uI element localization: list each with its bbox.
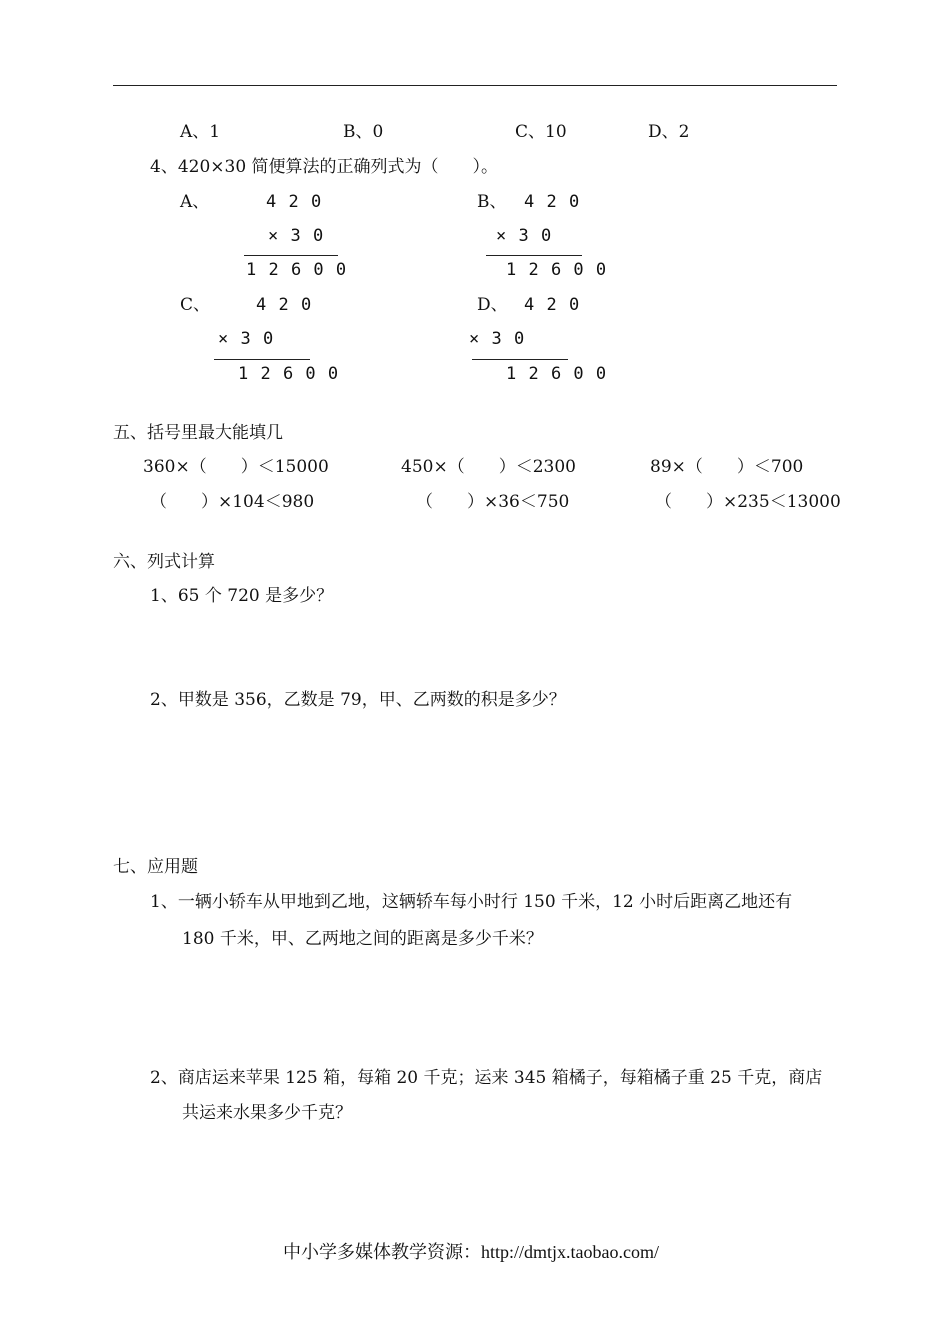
section6-title: 六、列式计算 xyxy=(113,552,215,572)
s5-item-5: （ ）×36＜750 xyxy=(416,492,570,512)
q3-option-a: A、1 xyxy=(180,122,221,142)
s5-item-4: （ ）×104＜980 xyxy=(150,492,315,512)
q4-d-product: 1 2 6 0 0 xyxy=(506,364,608,384)
q4-b-line xyxy=(486,255,582,256)
s5-item-1: 360×（ ）＜15000 xyxy=(143,457,329,477)
footer-text: 中小学多媒体教学资源：http://dmtjx.taobao.com/ xyxy=(283,1242,659,1262)
q3-option-c: C、10 xyxy=(515,122,567,142)
q4-c-line xyxy=(214,359,310,360)
q4-b-product: 1 2 6 0 0 xyxy=(506,260,608,280)
q4-d-line xyxy=(472,359,568,360)
q4-c-multiplier: × 3 0 xyxy=(218,329,275,349)
q4-d-multiplier: × 3 0 xyxy=(469,329,526,349)
q4-b-multiplicand: 4 2 0 xyxy=(524,192,581,212)
q4-a-label: A、 xyxy=(180,192,210,212)
q4-a-multiplicand: 4 2 0 xyxy=(266,192,323,212)
s6-q1: 1、65 个 720 是多少？ xyxy=(150,586,334,606)
q4-c-label: C、 xyxy=(180,295,211,315)
s7-q1-line1: 1、一辆小轿车从甲地到乙地，这辆轿车每小时行 150 千米，12 小时后距离乙地还有 xyxy=(150,892,793,912)
q4-c-multiplicand: 4 2 0 xyxy=(256,295,313,315)
q4-a-line xyxy=(244,255,338,256)
q4-a-product: 1 2 6 0 0 xyxy=(246,260,348,280)
s6-q2: 2、甲数是 356，乙数是 79，甲、乙两数的积是多少？ xyxy=(150,690,566,710)
q4-d-multiplicand: 4 2 0 xyxy=(524,295,581,315)
s7-q2-line2: 共运来水果多少千克？ xyxy=(182,1103,352,1123)
s5-item-3: 89×（ ）＜700 xyxy=(650,457,804,477)
header-rule xyxy=(113,85,837,86)
q4-b-multiplier: × 3 0 xyxy=(496,226,553,246)
q4-c-product: 1 2 6 0 0 xyxy=(238,364,340,384)
s5-item-6: （ ）×235＜13000 xyxy=(655,492,841,512)
q4-d-label: D、 xyxy=(477,295,508,315)
q4-a-multiplier: × 3 0 xyxy=(268,226,325,246)
q4-question: 4、420×30 简便算法的正确列式为（ ）。 xyxy=(150,157,499,177)
s7-q1-line2: 180 千米，甲、乙两地之间的距离是多少千米？ xyxy=(182,929,543,949)
s5-item-2: 450×（ ）＜2300 xyxy=(401,457,576,477)
s7-q2-line1: 2、商店运来苹果 125 箱，每箱 20 千克；运来 345 箱橘子，每箱橘子重 25 千克，商店 xyxy=(150,1068,823,1088)
q3-option-d: D、2 xyxy=(648,122,690,142)
section7-title: 七、应用题 xyxy=(113,857,198,877)
section5-title: 五、括号里最大能填几 xyxy=(113,423,283,443)
q4-b-label: B、 xyxy=(477,192,507,212)
q3-option-b: B、0 xyxy=(343,122,384,142)
